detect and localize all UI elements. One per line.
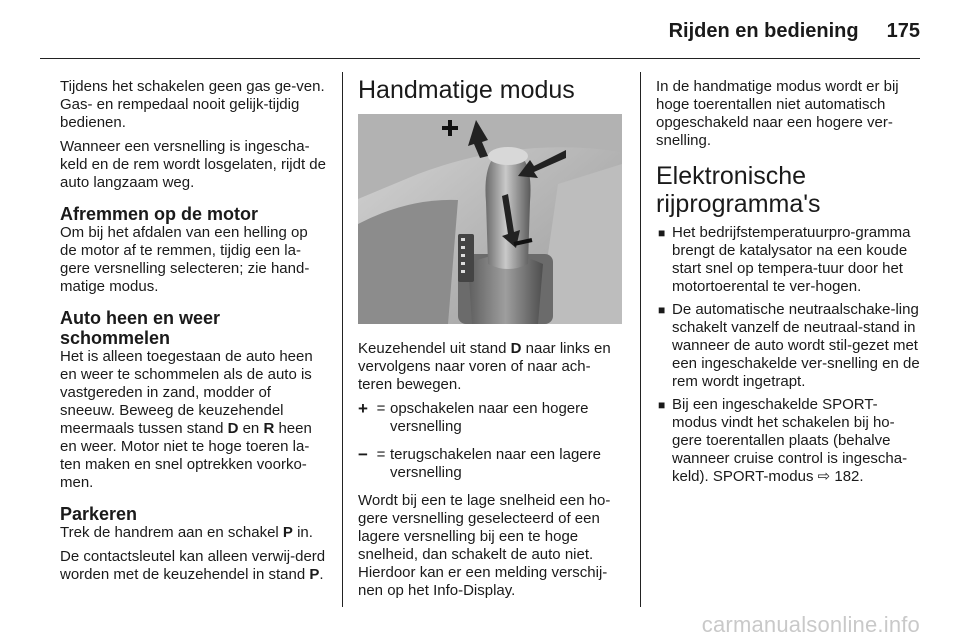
heading-schommelen: Auto heen en weer schommelen — [60, 308, 221, 348]
paragraph-afremmen: Om bij het afdalen van een helling op de motor af te remmen, tijdig een la-gere versnelling selecteren; zie hand-matige modus. — [60, 224, 310, 295]
legend-downshift — [358, 446, 624, 482]
list-item: ■ Het bedrijfstemperatuurpro-gramma brengt de katalysator na een koude start snel op tempera-tuur door het motortoerental te ver-hogen. — [658, 224, 911, 295]
figure-caption: Keuzehendel uit stand D naar links en vervolgens naar voren of naar ach-teren bewegen. — [358, 340, 611, 393]
running-header — [669, 20, 920, 43]
gear-p-2: P — [309, 566, 320, 583]
gear-p: P — [282, 524, 293, 541]
bullet-square-icon: ■ — [658, 303, 666, 317]
column-3 — [656, 78, 922, 491]
watermark: carmanualsonline.info — [701, 612, 920, 637]
column-1 — [60, 78, 326, 590]
column-divider-2 — [640, 72, 641, 607]
paragraph-parkeren: Trek de handrem aan en schakel P in. — [60, 524, 313, 541]
equals-sign: = — [376, 446, 386, 463]
plus-symbol: + — [358, 399, 368, 418]
gear-r: R — [263, 420, 275, 437]
paragraph-manual-mode: In de handmatige modus wordt er bij hoge toerentallen niet automatisch opgeschakeld naar een hogere ver-snelling. — [656, 78, 899, 149]
header-rule — [40, 58, 920, 59]
legend-downshift-text: terugschakelen naar een lagere versnelling — [390, 446, 601, 481]
page-number: 175 — [886, 20, 920, 42]
column-divider-1 — [342, 72, 343, 607]
paragraph-low-speed: Wordt bij een te lage snelheid een ho-gere versnelling geselecteerd of een lagere versnelling bij een te hoge snelheid, dan schakelt de auto niet. Hierdoor kan er een melding verschij-nen op het Info-Display. — [358, 492, 611, 599]
heading-handmatige-modus: Handmatige modus — [358, 76, 575, 104]
column-2 — [358, 78, 624, 606]
bullet-square-icon: ■ — [658, 398, 666, 412]
legend-upshift-text: opschakelen naar een hogere versnelling — [390, 400, 589, 435]
heading-afremmen: Afremmen op de motor — [60, 204, 259, 224]
legend-upshift — [358, 400, 624, 436]
list-item: ■ Bij een ingeschakelde SPORT-modus vindt het schakelen bij ho-gere toerentallen plaats (behalve wanneer cruise control is ingescha-keld). SPORT-modus ⇨ 182. — [658, 396, 908, 485]
equals-sign: = — [376, 400, 386, 417]
heading-elektronische-rijprogrammas: Elektronische rijprogramma's — [656, 162, 821, 218]
page-reference-link[interactable]: 182. — [830, 468, 864, 485]
paragraph-schommelen: Het is alleen toegestaan de auto heen en weer te schommelen als de auto is vastgereden in zand, modder of sneeuw. Beweeg de keuzehendel meermaals tussen stand D en R heen en weer. Motor niet te hoge toeren la-ten maken en snel optrekken voorko-men. — [60, 348, 313, 491]
driving-program-list — [656, 224, 922, 486]
gear-d-caption: D — [510, 340, 522, 357]
list-item: ■ De automatische neutraalschake-ling schakelt vanzelf de neutraal-stand in wanneer de auto wordt stil-gezet met een ingeschakelde ver-snelling en de rem wordt ingetrapt. — [658, 301, 920, 390]
paragraph-creep: Wanneer een versnelling is ingescha-keld en de rem wordt losgelaten, rijdt de auto langzaam weg. — [60, 138, 326, 191]
paragraph-no-gas: Tijdens het schakelen geen gas ge-ven. Gas- en rempedaal nooit gelijk-tijdig bedienen. — [60, 78, 325, 131]
minus-symbol: − — [358, 445, 368, 464]
heading-parkeren: Parkeren — [60, 504, 138, 524]
page-reference-arrow-icon: ⇨ — [817, 468, 831, 485]
paragraph-contactsleutel: De contactsleutel kan alleen verwij-derd worden met de keuzehendel in stand P. — [60, 548, 326, 583]
bullet-square-icon: ■ — [658, 226, 666, 240]
gear-d: D — [227, 420, 239, 437]
section-title: Rijden en bediening — [668, 20, 859, 42]
gear-selector-illustration — [358, 114, 622, 324]
